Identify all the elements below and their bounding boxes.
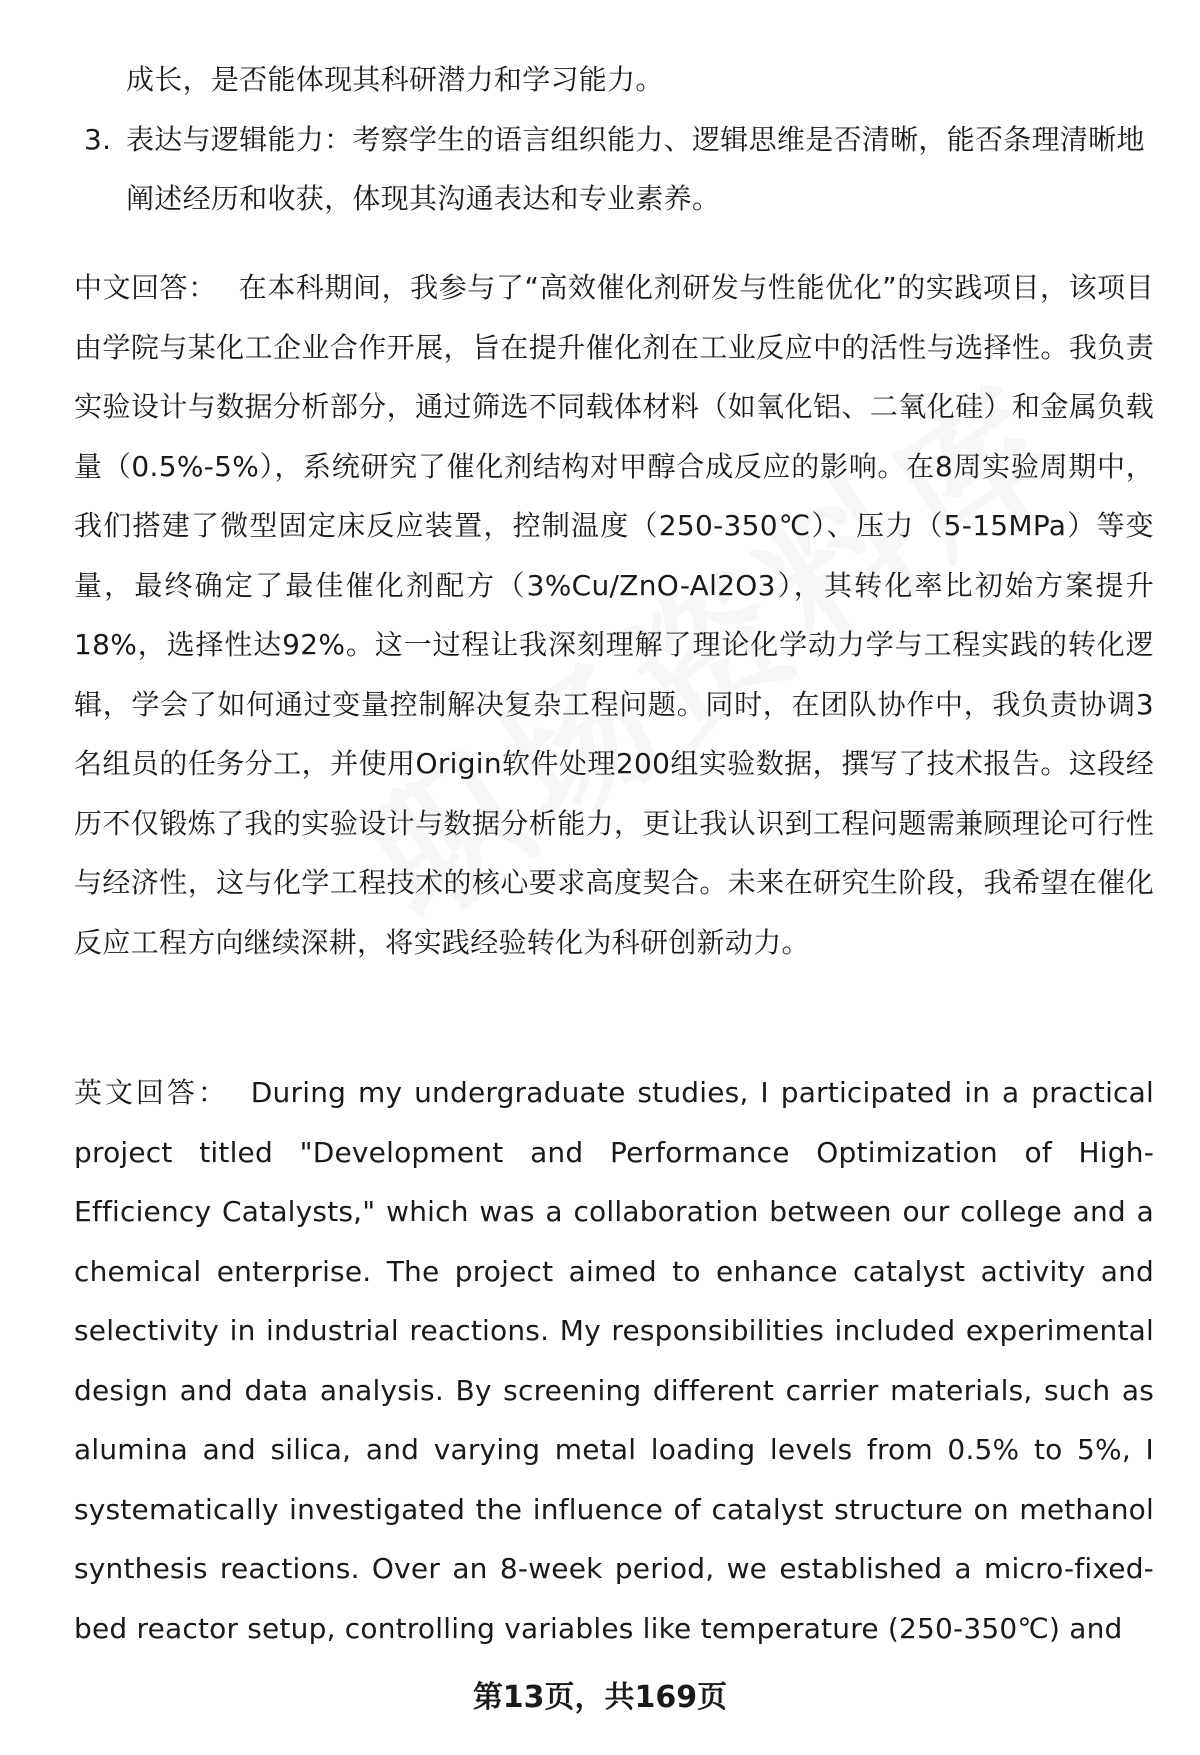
chinese-answer-paragraph <box>74 258 1154 972</box>
criteria-continuation: 成长，是否能体现其科研潜力和学习能力。 <box>126 63 664 96</box>
chinese-answer-text: 在本科期间，我参与了“高效催化剂研发与性能优化”的实践项目，该项目由学院与某化工企业合作开展，旨在提升催化剂在工业反应中的活性与选择性。我负责实验设计与数据分析部分，通过筛选不同载体材料（如氧化铝、二氧化硅）和金属负载量（0.5%-5%），系统研究了催化剂结构对甲醇合成反应的影响。在8周实验周期中，我们搭建了微型固定床反应装置，控制温度（250-350℃）、压力（5-15MPa）等变量，最终确定了最佳催化剂配方（3%Cu/ZnO-Al2O3），其转化率比初始方案提升18%，选择性达92%。这一过程让我深刻理解了理论化学动力学与工程实践的转化逻辑，学会了如何通过变量控制解决复杂工程问题。同时，在团队协作中，我负责协调3名组员的任务分工，并使用Origin软件处理200组实验数据，撰写了技术报告。这段经历不仅锻炼了我的实验设计与数据分析能力，更让我认识到工程问题需兼顾理论可行性与经济性，这与化学工程技术的核心要求高度契合。未来在研究生阶段，我希望在催化反应工程方向继续深耕，将实践经验转化为科研创新动力。 <box>74 271 1154 959</box>
english-answer-label: 英文回答： <box>74 1076 229 1109</box>
evaluation-criteria <box>74 50 1154 229</box>
criteria-item-3 <box>74 110 1154 229</box>
english-answer-paragraph <box>74 1063 1154 1658</box>
criteria-item-number: 3. <box>84 122 112 156</box>
chinese-answer-label: 中文回答： <box>74 271 217 304</box>
english-answer-text: During my undergraduate studies, I participated in a practical project titled "Development and Performance Optimization of High-Efficiency Catalysts," which was a collaboration between our college and a chemical enterprise. The project aimed to enhance catalyst activity and selectivity in industrial reactions. My responsibilities included experimental design and data analysis. By screening different carrier materials, such as alumina and silica, and varying metal loading levels from 0.5% to 5%, I systematically investigated the influence of catalyst structure on methanol synthesis reactions. Over an 8-week period, we established a micro-fixed-bed reactor setup, controlling variables like temperature (250-350℃) and <box>74 1076 1154 1645</box>
criteria-item-text: 表达与逻辑能力：考察学生的语言组织能力、逻辑思维是否清晰，能否条理清晰地阐述经历和收获，体现其沟通表达和专业素养。 <box>126 122 1145 215</box>
page-number-footer: 第13页，共169页 <box>472 1680 728 1715</box>
